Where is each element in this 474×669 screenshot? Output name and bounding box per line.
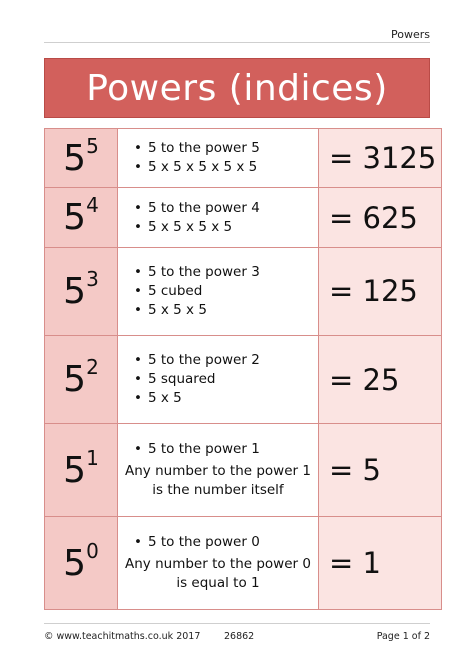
power-cell: [45, 424, 118, 517]
power-exponent: 3: [86, 266, 99, 291]
description-cell: [118, 424, 319, 517]
footer-divider: [44, 623, 430, 624]
table-row: [45, 188, 442, 247]
power-base: 5: [63, 449, 87, 491]
power-base: 5: [63, 270, 87, 312]
power-exponent: 5: [86, 133, 99, 158]
power-base: 5: [63, 197, 87, 239]
description-item: [134, 370, 318, 389]
power-exponent: 0: [86, 538, 99, 563]
power-expression: [63, 445, 99, 491]
table-row: [45, 129, 442, 188]
footer-code: 26862: [224, 631, 255, 642]
table-row: [45, 424, 442, 517]
description-text: 5 to the power 5: [148, 140, 260, 157]
power-cell: [45, 517, 118, 610]
description-text: 5 x 5 x 5: [148, 301, 207, 318]
description-list: [118, 533, 318, 552]
description-item: [134, 158, 318, 177]
description-item: [134, 218, 318, 237]
result-cell: [319, 129, 442, 188]
description-text: 5 x 5 x 5 x 5 x 5: [148, 159, 258, 176]
rule-note: Any number to the power 0 is equal to 1: [125, 556, 311, 592]
table-row: [45, 336, 442, 424]
description-list: [118, 263, 318, 320]
description-list: [118, 139, 318, 177]
power-base: 5: [63, 542, 87, 584]
result-cell: [319, 424, 442, 517]
description-item: [134, 139, 318, 158]
result-cell: [319, 517, 442, 610]
description-item: [134, 351, 318, 370]
description-item: [134, 440, 318, 459]
power-expression: [63, 133, 99, 179]
result-value: = 3125: [329, 141, 437, 176]
description-cell: [118, 247, 319, 335]
result-value: = 5: [329, 453, 381, 488]
result-cell: [319, 247, 442, 335]
power-base: 5: [63, 359, 87, 401]
description-text: 5 to the power 2: [148, 352, 260, 369]
power-cell: [45, 188, 118, 247]
description-cell: [118, 517, 319, 610]
description-item: [134, 263, 318, 282]
description-text: 5 cubed: [148, 282, 203, 299]
description-item: [134, 282, 318, 301]
description-text: 5 x 5: [148, 390, 182, 407]
power-cell: [45, 129, 118, 188]
description-cell: [118, 336, 319, 424]
power-exponent: 1: [86, 445, 99, 470]
power-expression: [63, 538, 99, 584]
description-list: [118, 440, 318, 459]
result-value: = 25: [329, 362, 400, 397]
page-title: Powers (indices): [86, 67, 388, 109]
description-text: 5 to the power 3: [148, 263, 260, 280]
description-list: [118, 199, 318, 237]
power-exponent: 4: [86, 193, 99, 218]
result-value: = 125: [329, 274, 418, 309]
power-expression: [63, 266, 99, 312]
power-exponent: 2: [86, 355, 99, 380]
description-text: 5 x 5 x 5 x 5: [148, 218, 233, 235]
power-cell: [45, 247, 118, 335]
description-text: 5 to the power 1: [148, 441, 260, 458]
description-item: [134, 533, 318, 552]
description-text: 5 squared: [148, 371, 216, 388]
description-item: [134, 199, 318, 218]
page-title-banner: [44, 58, 430, 118]
header-divider: [44, 42, 430, 43]
description-cell: [118, 188, 319, 247]
description-cell: [118, 129, 319, 188]
power-expression: [63, 355, 99, 401]
result-cell: [319, 188, 442, 247]
result-cell: [319, 336, 442, 424]
power-expression: [63, 193, 99, 239]
description-item: [134, 301, 318, 320]
power-cell: [45, 336, 118, 424]
description-text: 5 to the power 0: [148, 534, 260, 551]
power-base: 5: [63, 137, 87, 179]
description-list: [118, 351, 318, 408]
header-title: Powers: [391, 28, 430, 41]
powers-table: [44, 128, 442, 610]
table-row: [45, 247, 442, 335]
description-item: [134, 389, 318, 408]
table-row: [45, 517, 442, 610]
result-value: = 1: [329, 546, 381, 581]
rule-note: Any number to the power 1 is the number itself: [125, 463, 311, 499]
footer-page-number: Page 1 of 2: [376, 631, 430, 642]
footer-copyright: © www.teachitmaths.co.uk 2017: [44, 631, 201, 642]
description-text: 5 to the power 4: [148, 199, 260, 216]
result-value: = 625: [329, 200, 418, 235]
